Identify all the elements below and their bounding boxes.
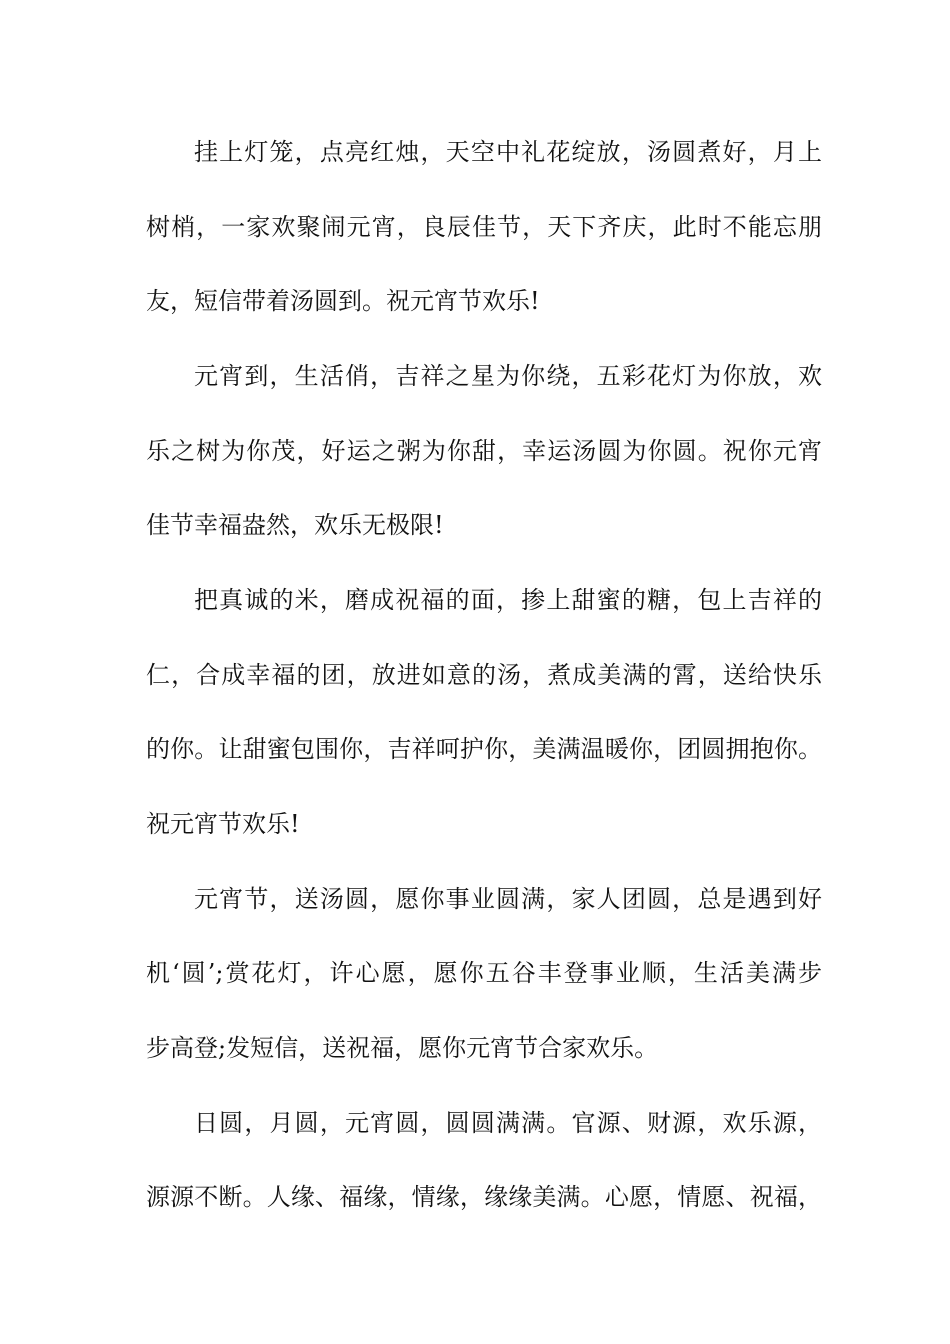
text-line: 日圆，月圆，元宵圆，圆圆满满。官源、财源，欢乐源， [194, 1108, 822, 1137]
document-body [146, 115, 822, 1235]
text-line: 乐之树为你茂，好运之粥为你甜，幸运汤圆为你圆。祝你元宵 [146, 436, 822, 465]
text-line: 元宵到，生活俏，吉祥之星为你绕，五彩花灯为你放，欢 [194, 361, 822, 390]
text-line: 源源不断。人缘、福缘，情缘，缘缘美满。心愿，情愿、祝福， [146, 1183, 822, 1212]
text-line: 挂上灯笼，点亮红烛，天空中礼花绽放，汤圆煮好，月上 [194, 138, 822, 166]
text-line: 树梢，一家欢聚闹元宵，良辰佳节，天下齐庆，此时不能忘朋 [146, 212, 822, 241]
text-line: 仁，合成幸福的团，放进如意的汤，煮成美满的霄，送给快乐 [146, 660, 822, 689]
text-line: 元宵节，送汤圆，愿你事业圆满，家人团圆，总是遇到好 [194, 884, 822, 913]
text-line: 佳节幸福盎然，欢乐无极限! [146, 511, 444, 540]
text-line: 祝元宵节欢乐! [146, 809, 300, 838]
text-line: 把真诚的米，磨成祝福的面，掺上甜蜜的糖，包上吉祥的 [194, 585, 822, 614]
text-line: 友，短信带着汤圆到。祝元宵节欢乐! [146, 287, 540, 316]
text-line: 步高登;发短信，送祝福，愿你元宵节合家欢乐。 [146, 1033, 659, 1062]
text-line: 机‘圆’;赏花灯，许心愿，愿你五谷丰登事业顺，生活美满步 [146, 959, 822, 988]
text-line: 的你。让甜蜜包围你，吉祥呵护你，美满温暖你，团圆拥抱你。 [146, 735, 822, 764]
